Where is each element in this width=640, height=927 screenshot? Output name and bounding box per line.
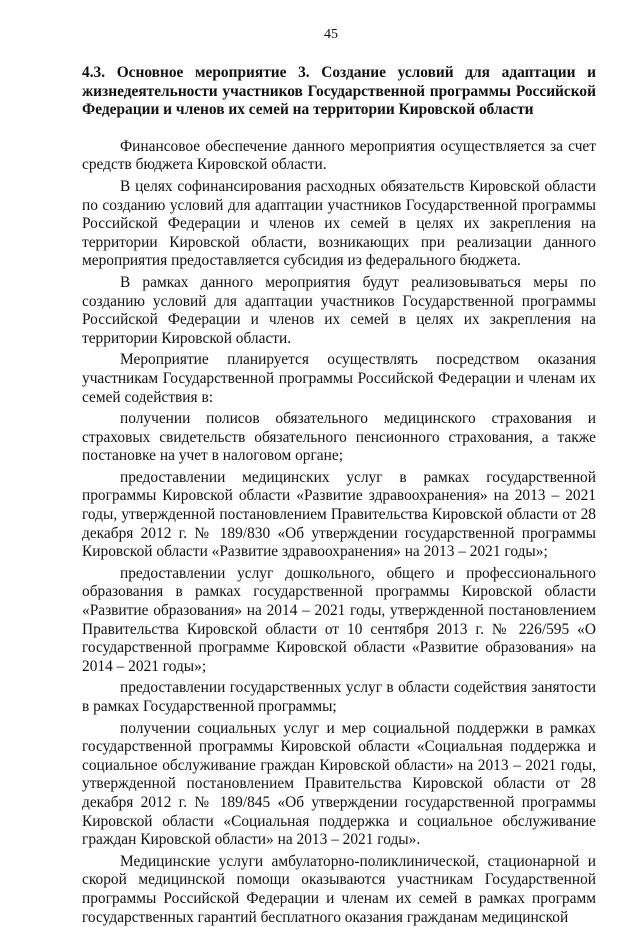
- paragraph-cofinancing: В целях софинансирования расходных обязательств Кировской области по созданию условий для адаптации участников Государственной программы Российской Федерации и членов их семей в целях их закрепления на территории Кировской области, возникающих при реализации данного мероприятия предоставляется субсидия из федерального бюджета.: [82, 177, 596, 270]
- list-item-education-services: предоставлении услуг дошкольного, общего и профессионального образования в рамках государственной программы Кировской области «Развитие образования» на 2014 – 2021 годы, утвержденной постановлением Правительства Кировской области от 10 сентября 2013 г. № 226/595 «О государственной программе Кировской области «Развитие образования» на 2014 – 2021 годы»;: [82, 564, 596, 675]
- paragraph-assistance-intro: Мероприятие планируется осуществлять посредством оказания участникам Государственной программы Российской Федерации и членам их семей содействия в:: [82, 351, 596, 406]
- page-number: 45: [324, 27, 338, 42]
- paragraph-funding: Финансовое обеспечение данного мероприятия осуществляется за счет средств бюджета Кировской области.: [82, 137, 596, 174]
- paragraph-medical-care: Медицинские услуги амбулаторно-поликлинической, стационарной и скорой медицинской помощи оказываются участникам Государственной программы Российской Федерации и членам их семей в рамках программ государственных гарантий бесплатного оказания гражданам медицинской: [82, 852, 596, 926]
- paragraph-measures: В рамках данного мероприятия будут реализовываться меры по созданию условий для адаптации участников Государственной программы Российской Федерации и членов их семей в целях их закрепления на территории Кировской области.: [82, 273, 596, 347]
- list-item-social-services: получении социальных услуг и мер социальной поддержки в рамках государственной программы Кировской области «Социальная поддержка и социальное обслуживание граждан Кировской области» на 2013 – 2021 годы, утвержденной постановлением Правительства Кировской области от 28 декабря 2012 г. № 189/845 «Об утверждении государственной программы Кировской области «Социальная поддержка и социальное обслуживание граждан Кировской области» на 2013 – 2021 годы».: [82, 719, 596, 849]
- section-heading: 4.3. Основное мероприятие 3. Создание условий для адаптации и жизнедеятельности участников Государственной программы Российской Федерации и членов их семей на территории Кировской области: [82, 64, 596, 119]
- list-item-medical-services: предоставлении медицинских услуг в рамках государственной программы Кировской области «Развитие здравоохранения» на 2013 – 2021 годы, утвержденной постановлением Правительства Кировской области от 28 декабря 2012 г. № 189/830 «Об утверждении государственной программы Кировской области «Развитие здравоохранения» на 2013 – 2021 годы»;: [82, 468, 596, 561]
- list-item-insurance: получении полисов обязательного медицинского страхования и страховых свидетельств обязательного пенсионного страхования, а также постановке на учет в налоговом органе;: [82, 410, 596, 465]
- list-item-employment-services: предоставлении государственных услуг в области содействия занятости в рамках Государственной программы;: [82, 679, 596, 715]
